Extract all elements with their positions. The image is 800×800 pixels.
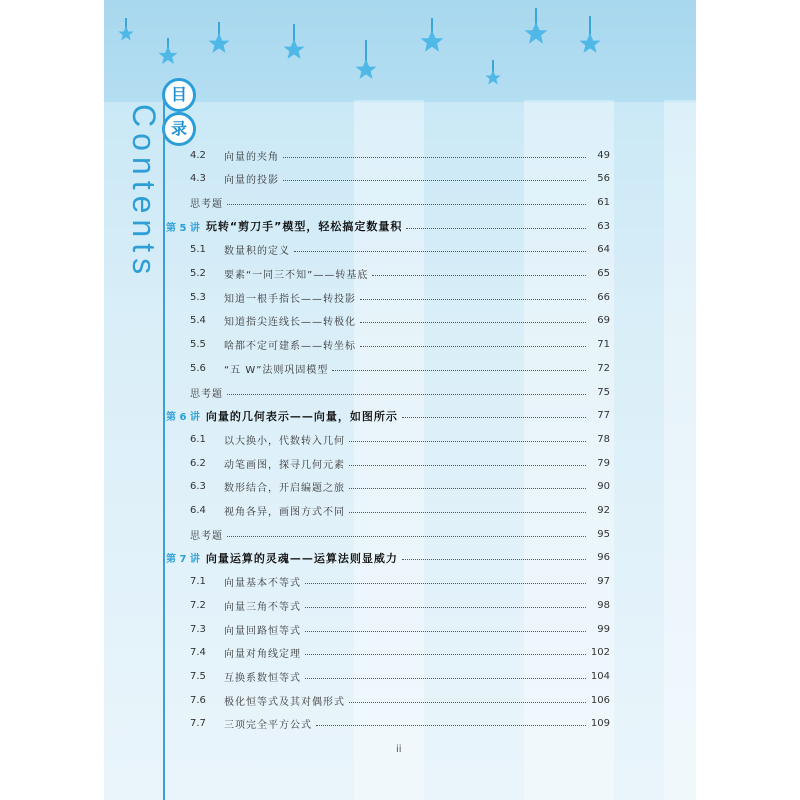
- section-number: 5.3: [190, 291, 206, 303]
- section-number: 7.2: [190, 599, 206, 611]
- dot-leader: [349, 465, 586, 466]
- section-number: 6.4: [190, 505, 206, 516]
- toc-row[interactable]: [190, 690, 610, 710]
- toc-page-number: 95: [597, 528, 610, 540]
- toc-page-number: 96: [597, 552, 610, 564]
- contents-side-title: [126, 104, 166, 281]
- toc-page-number: 98: [597, 599, 610, 611]
- toc-row[interactable]: [190, 240, 610, 260]
- light-beam: [664, 100, 696, 800]
- dot-leader: [402, 417, 586, 418]
- toc-page-number: 69: [597, 315, 610, 327]
- toc-row[interactable]: [190, 714, 610, 734]
- toc-entry-title: 极化恒等式及其对偶形式: [224, 696, 345, 708]
- toc-row[interactable]: [190, 358, 610, 378]
- chapter-label: 第 6 讲: [166, 412, 200, 424]
- dot-leader: [305, 654, 586, 655]
- toc-page-number: 71: [597, 339, 610, 351]
- toc-entry-title: 向量对角线定理: [224, 649, 301, 661]
- section-number: 6.3: [190, 481, 206, 493]
- chapter-label: 第 5 讲: [166, 222, 200, 234]
- toc-entry-title: 以大换小，代数转入几何: [224, 435, 345, 447]
- dot-leader: [227, 204, 586, 205]
- section-number: 7.1: [190, 576, 206, 588]
- toc-entry-title: 思考题: [190, 388, 223, 400]
- toc-entry-title: 思考题: [190, 530, 223, 542]
- toc-row[interactable]: [190, 477, 610, 497]
- section-number: 6.1: [190, 433, 206, 445]
- toc-entry-title: 玩转“剪刀手”模型，轻松搞定数量积: [205, 220, 403, 234]
- toc-page-number: 78: [597, 433, 610, 445]
- dot-leader: [360, 346, 586, 347]
- toc-page-number: 77: [597, 410, 610, 422]
- dot-leader: [332, 370, 586, 371]
- toc-chapter-row[interactable]: [166, 216, 610, 236]
- toc-page-number: 109: [590, 718, 610, 730]
- toc-entry-title: 向量的几何表示——向量，如图所示: [205, 409, 398, 423]
- toc-page-number: 97: [597, 576, 610, 588]
- toc-page-number: 61: [597, 196, 610, 208]
- toc-chapter-row[interactable]: [166, 548, 610, 568]
- toc-row[interactable]: [190, 287, 610, 307]
- section-number: 7.3: [190, 623, 206, 635]
- section-number: 5.4: [190, 315, 206, 327]
- toc-page-number: 79: [597, 457, 610, 469]
- toc-entry-title: 思考题: [190, 198, 223, 210]
- toc-page-number: 66: [597, 291, 610, 303]
- toc-page-number: 92: [597, 505, 610, 516]
- dot-leader: [305, 607, 586, 608]
- section-number: 7.4: [190, 647, 206, 659]
- toc-row[interactable]: [190, 169, 610, 189]
- toc-page-number: 72: [597, 362, 610, 374]
- page-number: ii: [396, 744, 402, 755]
- toc-row[interactable]: [190, 643, 610, 663]
- toc-row[interactable]: [190, 501, 610, 521]
- section-number: 6.2: [190, 457, 206, 469]
- toc-page-number: 106: [590, 694, 610, 706]
- title-char-lu: 录: [162, 112, 196, 146]
- toc-page-number: 64: [597, 244, 610, 256]
- dot-leader: [283, 157, 586, 158]
- toc-page-number: 63: [597, 220, 610, 232]
- toc-row[interactable]: [190, 666, 610, 686]
- dot-leader: [372, 275, 586, 276]
- toc-entry-title: 数量积的定义: [224, 246, 290, 258]
- toc-entry-title: 向量运算的灵魂——运算法则显威力: [205, 551, 398, 565]
- dot-leader: [360, 322, 586, 323]
- page: [104, 0, 696, 800]
- toc-page-number: 75: [597, 386, 610, 398]
- toc-page-number: 90: [597, 481, 610, 493]
- section-number: 5.6: [190, 362, 206, 374]
- toc-row[interactable]: [190, 595, 610, 615]
- section-number: 5.1: [190, 244, 206, 256]
- dot-leader: [227, 536, 586, 537]
- toc-row[interactable]: [190, 335, 610, 355]
- toc-row[interactable]: [190, 524, 610, 544]
- dot-leader: [349, 702, 586, 703]
- section-number: 5.2: [190, 268, 206, 279]
- toc-row[interactable]: [190, 382, 610, 402]
- title-char-mu: 目: [162, 78, 196, 112]
- toc-row[interactable]: [190, 311, 610, 331]
- toc-row[interactable]: [190, 619, 610, 639]
- toc-entry-title: 向量回路恒等式: [224, 625, 301, 637]
- dot-leader: [227, 394, 586, 395]
- toc-page-number: 104: [590, 670, 610, 682]
- toc-chapter-row[interactable]: [166, 406, 610, 426]
- dot-leader: [402, 559, 586, 560]
- section-number: 7.6: [190, 694, 206, 706]
- toc-entry-title: 知道指尖连线长——转极化: [224, 317, 356, 329]
- toc-row[interactable]: [190, 264, 610, 284]
- dot-leader: [406, 228, 586, 229]
- toc-entry-title: 向量三角不等式: [224, 601, 301, 613]
- section-number: 5.5: [190, 339, 206, 351]
- toc-entry-title: “五 W”法则巩固模型: [224, 364, 329, 376]
- toc-entry-title: 数形结合，开启编题之旅: [224, 483, 345, 495]
- dot-leader: [305, 583, 586, 584]
- section-number: 4.2: [190, 149, 206, 161]
- toc-entry-title: 啥都不定可建系——转坐标: [224, 341, 356, 353]
- dot-leader: [305, 631, 586, 632]
- dot-leader: [349, 512, 586, 513]
- dot-leader: [305, 678, 586, 679]
- dot-leader: [294, 251, 586, 252]
- toc-row[interactable]: [190, 572, 610, 592]
- chapter-label: 第 7 讲: [166, 554, 200, 566]
- toc-page-number: 99: [597, 623, 610, 635]
- dot-leader: [283, 180, 586, 181]
- contents-text: Contents: [126, 104, 162, 281]
- section-number: 4.3: [190, 173, 206, 185]
- toc-entry-title: 动笔画图，探寻几何元素: [224, 459, 345, 471]
- toc-row[interactable]: [190, 145, 610, 165]
- toc-page-number: 65: [597, 268, 610, 279]
- toc-row[interactable]: [190, 429, 610, 449]
- dot-leader: [316, 725, 586, 726]
- toc-entry-title: 知道一根手指长——转投影: [224, 293, 356, 305]
- toc-entry-title: 向量的投影: [224, 175, 279, 187]
- toc-entry-title: 互换系数恒等式: [224, 672, 301, 684]
- section-number: 7.5: [190, 670, 206, 682]
- toc-row[interactable]: [190, 192, 610, 212]
- toc-page-number: 102: [590, 647, 610, 659]
- toc-page-number: 56: [597, 173, 610, 185]
- dot-leader: [349, 488, 586, 489]
- dot-leader: [349, 441, 586, 442]
- toc-entry-title: 三项完全平方公式: [224, 720, 312, 732]
- toc-row[interactable]: [190, 453, 610, 473]
- toc-entry-title: 向量的夹角: [224, 151, 279, 163]
- toc-page-number: 49: [597, 149, 610, 161]
- toc-entry-title: 向量基本不等式: [224, 578, 301, 590]
- dot-leader: [360, 299, 586, 300]
- toc-entry-title: 视角各异，画图方式不同: [224, 507, 345, 518]
- toc-entry-title: 要素“一同三不知”——转基底: [224, 270, 369, 281]
- section-number: 7.7: [190, 718, 206, 730]
